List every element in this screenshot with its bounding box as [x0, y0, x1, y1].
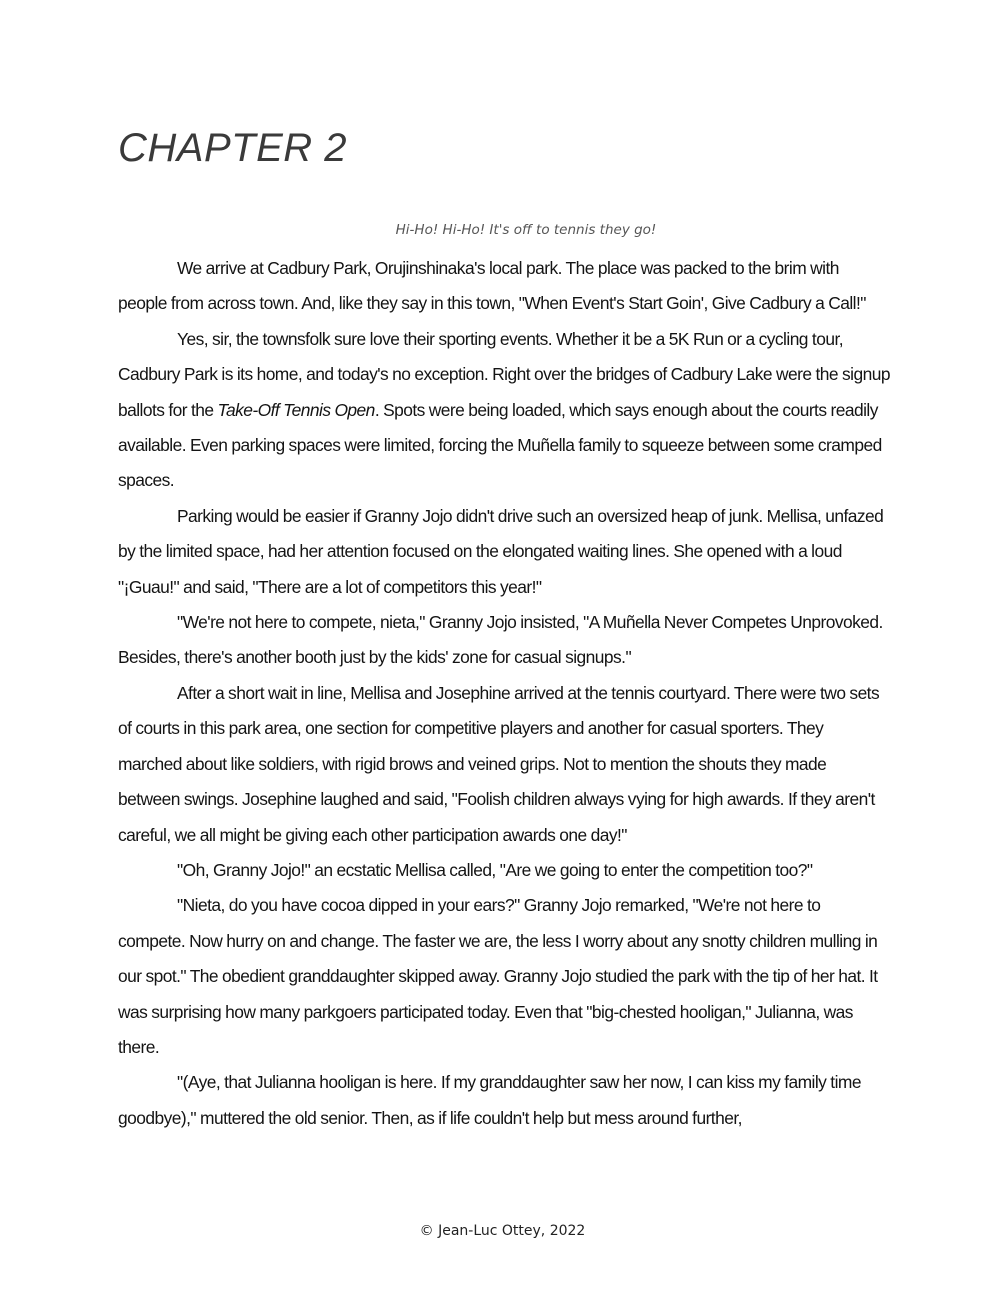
paragraph-3: Parking would be easier if Granny Jojo didn't drive such an oversized heap of junk. Mellisa, unfazed by the limited space, had her attention focused on the elongated waiting lines. She opened with a loud "¡Guau!" and said, "There are a lot of competitors this year!" — [118, 505, 884, 597]
chapter-title: CHAPTER 2 — [118, 126, 347, 170]
paragraph-1: We arrive at Cadbury Park, Orujinshinaka's local park. The place was packed to the brim with people from across town. And, like they say in this town, "When Event's Start Goin', Give Cadbury a Call!" — [118, 258, 866, 314]
chapter-epigraph: Hi-Ho! Hi-Ho! It's off to tennis they go! — [395, 222, 657, 238]
paragraph-4: "We're not here to compete, nieta," Granny Jojo insisted, "A Muñella Never Competes Unprovoked. Besides, there's another booth just by the kids' zone for casual signups." — [118, 612, 883, 668]
paragraph-2-emphasis: Take-Off Tennis Open — [217, 399, 375, 420]
paragraph-5: After a short wait in line, Mellisa and Josephine arrived at the tennis courtyard. There were two sets of courts in this park area, one section for competitive players and another for casual sporters. They marched about like soldiers, with rigid brows and veined grips. Not to mention the shouts they made between swings. Josephine laughed and said, "Foolish children always vying for high awards. If they aren't careful, we all might be giving each other participation awards one day!" — [118, 682, 880, 845]
paragraph-2-text-before: Yes, sir, the townsfolk sure love their sporting events. Whether it be a 5K Run or a cycling tour, Cadbury Park is its home, and today's no exception. Right over the bridges of Cadbury Lake were the signup ballots for the — [118, 328, 890, 420]
chapter-body — [118, 251, 890, 1136]
paragraph-8: "(Aye, that Julianna hooligan is here. If my granddaughter saw her now, I can kiss my family time goodbye)," muttered the old senior. Then, as if life couldn't help but mess around further, — [118, 1072, 861, 1128]
page-footer-copyright: © Jean-Luc Ottey, 2022 — [419, 1223, 586, 1239]
paragraph-2 — [118, 322, 890, 499]
paragraph-6: "Oh, Granny Jojo!" an ecstatic Mellisa called, "Are we going to enter the competition too?" — [177, 859, 813, 880]
paragraph-2-text-after: . Spots were being loaded, which says enough about the courts readily available. Even parking spaces were limited, forcing the Muñella family to squeeze between some cramped spaces. — [118, 399, 882, 491]
paragraph-7: "Nieta, do you have cocoa dipped in your ears?" Granny Jojo remarked, "We're not here to compete. Now hurry on and change. The faster we are, the less I worry about any snotty children mulling in our spot." The obedient granddaughter skipped away. Granny Jojo studied the park with the tip of her hat. It was surprising how many parkgoers participated today. Even that "big-chested hooligan," Julianna, was there. — [118, 895, 878, 1057]
